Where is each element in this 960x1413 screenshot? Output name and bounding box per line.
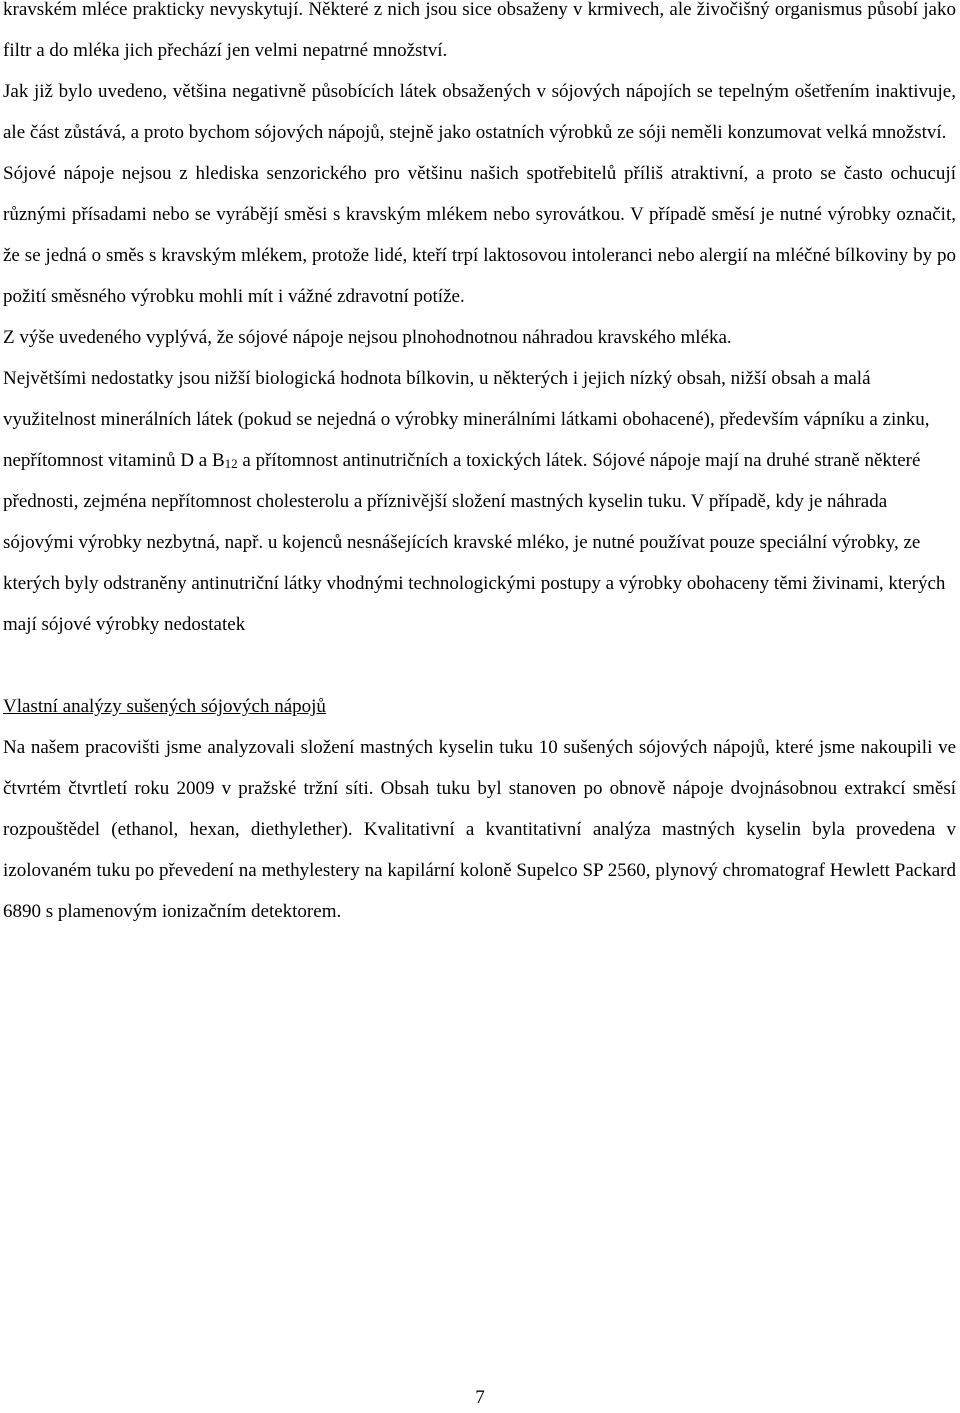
section-heading: Vlastní analýzy sušených sójových nápojů (3, 696, 326, 717)
paragraph-carryover: kravském mléce prakticky nevyskytují. Některé z nich jsou sice obsaženy v krmivech, ale živočišný organismus působí jako filtr a do mléka jich přechází jen velmi nepatrné množství. (3, 0, 956, 61)
deficiency-text-end: a přítomnost antinutričních a toxických látek. Sójové nápoje mají na druhé straně některé přednosti, zejména nepřítomnost cholesterolu a příznivější složení mastných kyselin tuku. V případě, kdy je náhrada sójovými výrobky nezbytná, např. u kojenců nesnášejících kravské mléko, je nutné používat pouze speciální výrobky, ze kterých byly odstraněny antinutriční látky vhodnými technologickými postupy a výrobky obohaceny těmi živinami, kterých mají sójové výrobky nedostatek (3, 450, 946, 635)
vitamin-b-subscript: 12 (224, 456, 238, 471)
document-page (3, 0, 956, 932)
page-number: 7 (475, 1387, 485, 1408)
paragraph-analysis: Na našem pracovišti jsme analyzovali složení mastných kyselin tuku 10 sušených sójových nápojů, které jsme nakoupili ve čtvrtém čtvrtletí roku 2009 v pražské tržní síti. Obsah tuku byl stanoven po obnově nápoje dvojnásobnou extrakcí směsí rozpouštědel (ethanol, hexan, diethylether). Kvalitativní a kvantitativní analýza mastných kyselin byla provedena v izolovaném tuku po převedení na methylestery na kapilární koloně Supelco SP 2560, plynový chromatograf Hewlett Packard 6890 s plamenovým ionizačním detektorem. (3, 737, 956, 922)
section-spacer (3, 645, 956, 686)
paragraph-negative-substances: Jak již bylo uvedeno, většina negativně působících látek obsažených v sójových nápojích se tepelným ošetřením inaktivuje, ale část zůstává, a proto bychom sójových nápojů, stejně jako ostatních výrobků ze sóji neměli konzumovat velká množství. (3, 81, 956, 143)
paragraph-deficiencies (3, 358, 956, 645)
deficiency-text-start: Největšími nedostatky jsou nižší biologická hodnota bílkovin, u některých i jejich nízký obsah, nižší obsah a malá využitelnost minerálních látek (pokud se nejedná o výrobky minerálními látkami obohacené), především vápníku a zinku, nepřítomnost vitaminů D a B (3, 368, 930, 471)
paragraph-conclusion: Z výše uvedeného vyplývá, že sójové nápoje nejsou plnohodnotnou náhradou kravského mléka. (3, 327, 732, 348)
paragraph-sensory: Sójové nápoje nejsou z hlediska senzorického pro většinu našich spotřebitelů příliš atraktivní, a proto se často ochucují různými přísadami nebo se vyrábějí směsi s kravským mlékem nebo syrovátkou. V případě směsí je nutné výrobky označit, že se jedná o směs s kravským mlékem, protože lidé, kteří trpí laktosovou intoleranci nebo alergií na mléčné bílkoviny by po požití směsného výrobku mohli mít i vážné zdravotní potíže. (3, 163, 956, 307)
